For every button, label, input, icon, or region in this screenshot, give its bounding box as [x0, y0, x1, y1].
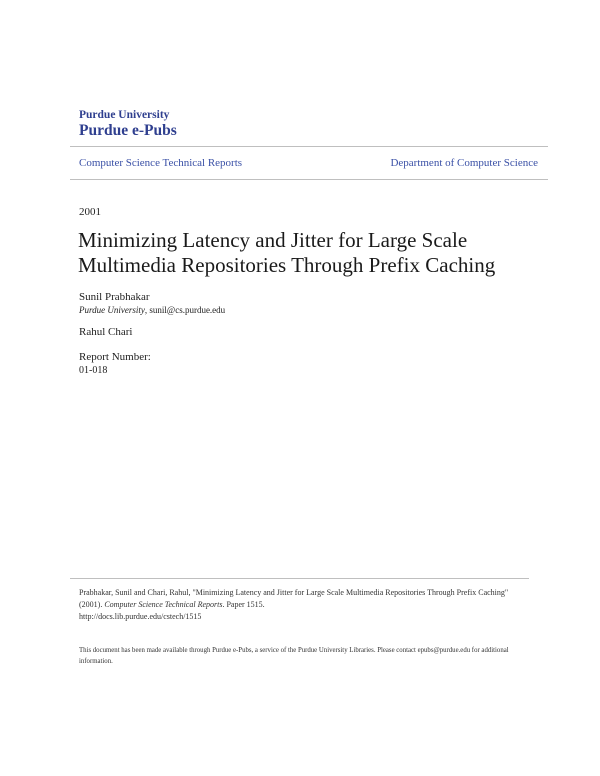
nav-divider: [70, 179, 548, 180]
citation-divider: [70, 578, 529, 579]
document-title: Minimizing Latency and Jitter for Large Scale Multimedia Repositories Through Prefix Caching: [78, 228, 496, 277]
availability-note: This document has been made available through Purdue e-Pubs, a service of the Purdue University Libraries. Please contact epubs@purdue.edu for additional information.: [79, 647, 509, 665]
department-link[interactable]: Department of Computer Science: [390, 157, 538, 169]
publication-year: 2001: [79, 206, 101, 218]
author-name: Rahul Chari: [79, 326, 133, 338]
citation-series: Computer Science Technical Reports: [104, 600, 223, 609]
citation-text: Prabhakar, Sunil and Chari, Rahul, "Minimizing Latency and Jitter for Large Scale Multimedia Repositories Through Prefix Caching" (2001).: [79, 588, 509, 609]
report-number-value: 01-018: [79, 365, 108, 376]
citation-paper: . Paper 1515.: [222, 600, 265, 609]
citation-block: [79, 587, 529, 623]
repository-link[interactable]: Purdue e-Pubs: [79, 122, 177, 139]
author-name: Sunil Prabhakar: [79, 291, 150, 303]
citation-url-link[interactable]: http://docs.lib.purdue.edu/cstech/1515: [79, 612, 202, 621]
top-divider: [70, 146, 548, 147]
series-link[interactable]: Computer Science Technical Reports: [79, 157, 243, 169]
institution-name: Purdue University: [79, 109, 170, 121]
affiliation-name: Purdue University: [79, 305, 145, 315]
report-number-label: Report Number:: [79, 351, 151, 363]
author-affiliation: [79, 305, 225, 315]
author-email: , sunil@cs.purdue.edu: [144, 305, 226, 315]
